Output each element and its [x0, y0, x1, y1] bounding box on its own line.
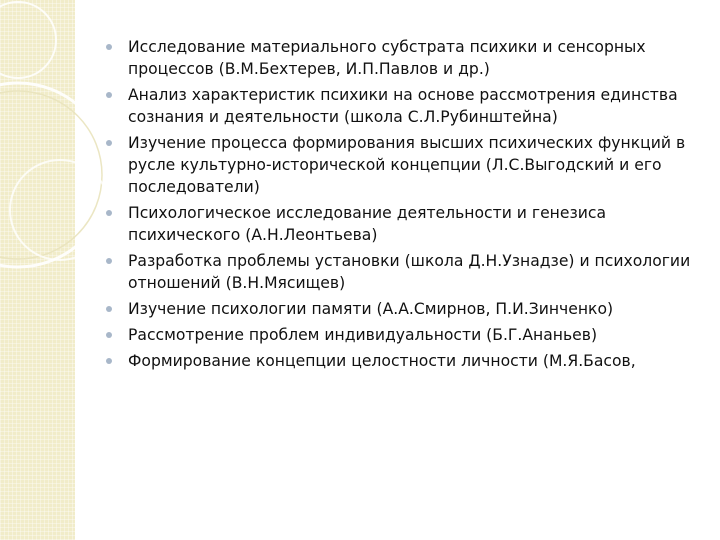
bullet-icon [106, 258, 112, 264]
list-item-text: Рассмотрение проблем индивидуальности (Б.Г.Ананьев) [128, 326, 598, 344]
bullet-icon [106, 358, 112, 364]
list-item [106, 202, 706, 246]
list-item [106, 350, 706, 372]
bullet-icon [106, 332, 112, 338]
bullet-list [106, 36, 706, 372]
bullet-icon [106, 44, 112, 50]
list-item-text: Изучение психологии памяти (А.А.Смирнов, П.И.Зинченко) [128, 300, 614, 318]
list-item [106, 324, 706, 346]
bullet-icon [106, 92, 112, 98]
list-item [106, 298, 706, 320]
bullet-icon [106, 210, 112, 216]
list-item-text: Изучение процесса формирования высших психических функций в русле культурно-исторической концепции (Л.С.Выгодский и его последователи) [128, 134, 686, 196]
bullet-icon [106, 306, 112, 312]
list-item-text: Психологическое исследование деятельности и генезиса психического (А.Н.Леонтьева) [128, 204, 607, 244]
list-item-text: Исследование материального субстрата психики и сенсорных процессов (В.М.Бехтерев, И.П.Павлов и др.) [128, 38, 646, 78]
list-item-text: Анализ характеристик психики на основе рассмотрения единства сознания и деятельности (школа С.Л.Рубинштейна) [128, 86, 678, 126]
bullet-icon [106, 140, 112, 146]
list-item [106, 250, 706, 294]
list-item-text: Формирование концепции целостности личности (М.Я.Басов, [128, 352, 636, 370]
list-item [106, 132, 706, 198]
list-item [106, 36, 706, 80]
list-item [106, 84, 706, 128]
bullet-list-container [106, 36, 706, 376]
list-item-text: Разработка проблемы установки (школа Д.Н.Узнадзе) и психологии отношений (В.Н.Мясищев) [128, 252, 691, 292]
